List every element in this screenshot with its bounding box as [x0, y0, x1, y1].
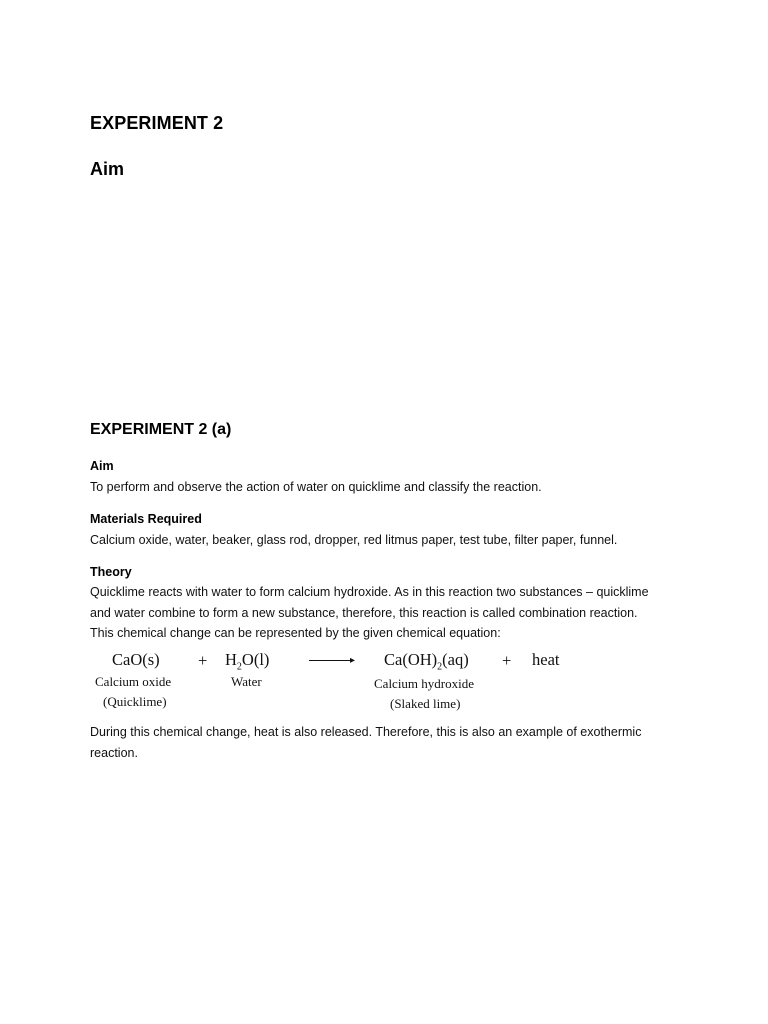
reactant-cao-name: Calcium oxide: [95, 674, 172, 689]
aim-label: Aim: [90, 459, 114, 473]
conclusion-line: During this chemical change, heat is also released. Therefore, this is also an example of exothermic: [90, 725, 642, 739]
product-heat: heat: [532, 650, 560, 669]
theory-label: Theory: [90, 565, 132, 579]
theory-line: Quicklime reacts with water to form calcium hydroxide. As in this reaction two substances – quicklime: [90, 585, 649, 599]
reactant-water-name: Water: [231, 674, 262, 689]
theory-line: and water combine to form a new substance, therefore, this reaction is called combination reaction.: [90, 605, 638, 620]
section-title: EXPERIMENT 2 (a): [90, 421, 232, 438]
aim-text: To perform and observe the action of water on quicklime and classify the reaction.: [90, 480, 542, 494]
materials-text: Calcium oxide, water, beaker, glass rod, dropper, red litmus paper, test tube, filter paper, funnel.: [90, 533, 618, 547]
plus-sign: +: [198, 651, 208, 670]
product-slaked-lime-name: (Slaked lime): [390, 696, 461, 711]
arrow-head-icon: ▸: [350, 655, 356, 666]
reactant-cao: CaO(s): [112, 650, 160, 669]
materials-label: Materials Required: [90, 512, 202, 526]
chemical-equation: [88, 644, 588, 718]
product-calcium-hydroxide-name: Calcium hydroxide: [374, 676, 475, 691]
reactant-cao-common-name: (Quicklime): [103, 694, 167, 709]
reactant-water-formula: $H_2O(l)$: [225, 650, 270, 673]
plus-sign: +: [502, 651, 512, 670]
reaction-arrow: [309, 660, 353, 661]
theory-line: This chemical change can be represented by the given chemical equation:: [90, 626, 501, 640]
product-calcium-hydroxide-formula: $Ca(OH)_2(aq)$: [384, 650, 469, 673]
document-title: EXPERIMENT 2: [90, 113, 224, 133]
aim-heading: Aim: [90, 159, 125, 179]
conclusion-line: reaction.: [90, 745, 138, 760]
